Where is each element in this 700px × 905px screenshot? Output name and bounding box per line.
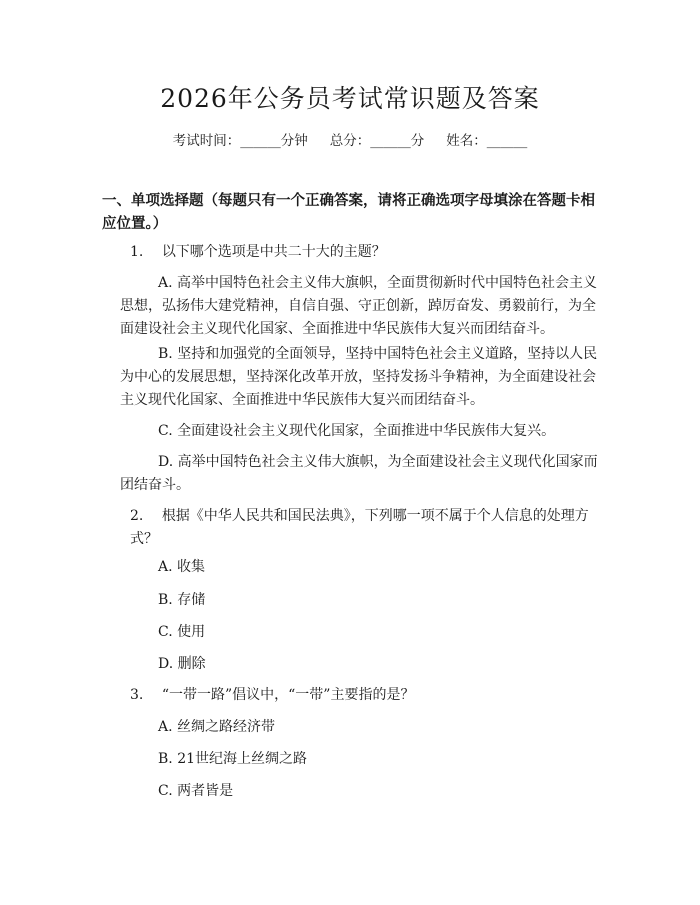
question-1-option-c: C. 全面建设社会主义现代化国家，全面推进中华民族伟大复兴。 — [158, 423, 556, 439]
question-3-option-b: B. 21世纪海上丝绸之路 — [158, 751, 308, 767]
question-3-option-a: A. 丝绸之路经济带 — [158, 719, 276, 735]
exam-meta — [0, 131, 700, 151]
section-heading: 一、单项选择题（每题只有一个正确答案，请将正确选项字母填涂在答题卡相应位置。） — [102, 193, 595, 232]
exam-time: 考试时间：______分钟 — [172, 133, 308, 149]
question-number: 2. — [130, 508, 144, 524]
question-1-option-a: A. 高举中国特色社会主义伟大旗帜，全面贯彻新时代中国特色社会主义思想，弘扬伟大建党精神，自信自强、守正创新，踔厉奋发、勇毅前行，为全面建设社会主义现代化国家、全面推进中华民族伟大复兴而团结奋斗。 — [120, 275, 598, 337]
question-2-option-b: B. 存储 — [158, 592, 206, 608]
question-2-option-a: A. 收集 — [158, 559, 206, 575]
question-text: “一带一路”倡议中，“一带”主要指的是？ — [161, 687, 415, 703]
exam-name: 姓名：______ — [446, 133, 528, 149]
question-2 — [130, 505, 605, 551]
question-2-option-c: C. 使用 — [158, 624, 206, 640]
question-text: 根据《中华人民共和国民法典》，下列哪一项不属于个人信息的处理方式？ — [130, 508, 589, 547]
question-3-option-c: C. 两者皆是 — [158, 783, 234, 799]
document-title: 2026年公务员考试常识题及答案 — [160, 84, 540, 113]
question-2-option-d: D. 删除 — [158, 656, 206, 672]
exam-score: 总分：______分 — [329, 133, 425, 149]
question-3 — [130, 684, 590, 707]
question-number: 1. — [130, 244, 144, 260]
question-1-option-d: D. 高举中国特色社会主义伟大旗帜，为全面建设社会主义现代化国家而团结奋斗。 — [120, 454, 598, 493]
question-text: 以下哪个选项是中共二十大的主题？ — [161, 244, 386, 260]
question-1-option-b: B. 坚持和加强党的全面领导，坚持中国特色社会主义道路，坚持以人民为中心的发展思想，坚持深化改革开放，坚持发扬斗争精神，为全面建设社会主义现代化国家、全面推进中华民族伟大复兴而团结奋斗。 — [120, 346, 598, 408]
question-number: 3. — [130, 687, 144, 703]
question-1 — [130, 241, 590, 264]
